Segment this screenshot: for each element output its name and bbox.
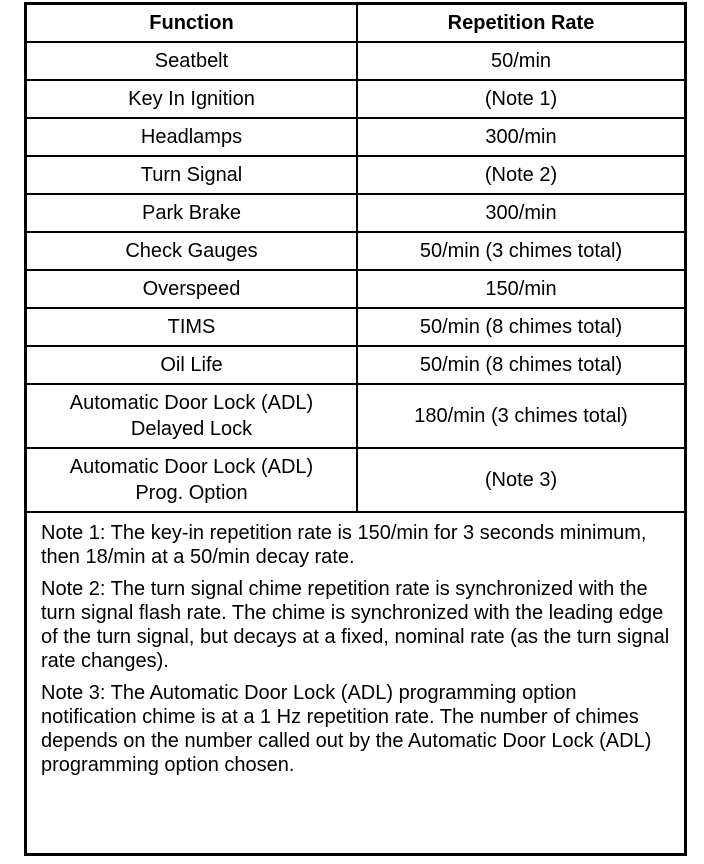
repetition-rate-table bbox=[27, 5, 684, 513]
rate-cell: 50/min bbox=[357, 42, 684, 80]
table-row bbox=[27, 42, 684, 80]
table-row bbox=[27, 80, 684, 118]
function-cell: Key In Ignition bbox=[27, 80, 357, 118]
note-3: Note 3: The Automatic Door Lock (ADL) programming option notification chime is at a 1 Hz repetition rate. The number of chimes depends on the number called out by the Automatic Door Lock (ADL) programming option chosen. bbox=[41, 682, 652, 776]
table-row bbox=[27, 448, 684, 512]
table-row bbox=[27, 384, 684, 448]
function-cell bbox=[27, 448, 357, 512]
function-cell: Headlamps bbox=[27, 118, 357, 156]
table-row bbox=[27, 194, 684, 232]
rate-cell: 150/min bbox=[357, 270, 684, 308]
function-line: Prog. Option bbox=[135, 482, 248, 504]
table-row bbox=[27, 232, 684, 270]
table-row bbox=[27, 346, 684, 384]
table-row bbox=[27, 156, 684, 194]
function-cell: Overspeed bbox=[27, 270, 357, 308]
header-function: Function bbox=[27, 5, 357, 42]
function-line: Delayed Lock bbox=[130, 418, 253, 440]
function-cell: Check Gauges bbox=[27, 232, 357, 270]
rate-cell: 300/min bbox=[357, 118, 684, 156]
function-cell: Turn Signal bbox=[27, 156, 357, 194]
notes-section bbox=[27, 513, 684, 777]
function-cell: Oil Life bbox=[27, 346, 357, 384]
function-line: Automatic Door Lock (ADL) bbox=[69, 456, 314, 478]
rate-cell: 50/min (8 chimes total) bbox=[357, 346, 684, 384]
function-cell bbox=[27, 384, 357, 448]
function-cell: Park Brake bbox=[27, 194, 357, 232]
function-line: Automatic Door Lock (ADL) bbox=[69, 392, 314, 414]
chime-rate-document bbox=[24, 2, 687, 856]
table-row bbox=[27, 270, 684, 308]
note-1: Note 1: The key-in repetition rate is 150/min for 3 seconds minimum, then 18/min at a 50/min decay rate. bbox=[41, 522, 647, 568]
rate-cell: 180/min (3 chimes total) bbox=[357, 384, 684, 448]
header-repetition-rate: Repetition Rate bbox=[357, 5, 684, 42]
note-2: Note 2: The turn signal chime repetition rate is synchronized with the turn signal flash rate. The chime is synchronized with the leading edge of the turn signal, but decays at a fixed, nominal rate (as the turn signal rate changes). bbox=[41, 578, 670, 672]
rate-cell: 50/min (8 chimes total) bbox=[357, 308, 684, 346]
rate-cell: (Note 3) bbox=[357, 448, 684, 512]
table-header-row bbox=[27, 5, 684, 42]
function-cell: Seatbelt bbox=[27, 42, 357, 80]
rate-cell: (Note 1) bbox=[357, 80, 684, 118]
rate-cell: 300/min bbox=[357, 194, 684, 232]
rate-cell: 50/min (3 chimes total) bbox=[357, 232, 684, 270]
rate-cell: (Note 2) bbox=[357, 156, 684, 194]
function-cell: TIMS bbox=[27, 308, 357, 346]
table-row bbox=[27, 118, 684, 156]
table-row bbox=[27, 308, 684, 346]
